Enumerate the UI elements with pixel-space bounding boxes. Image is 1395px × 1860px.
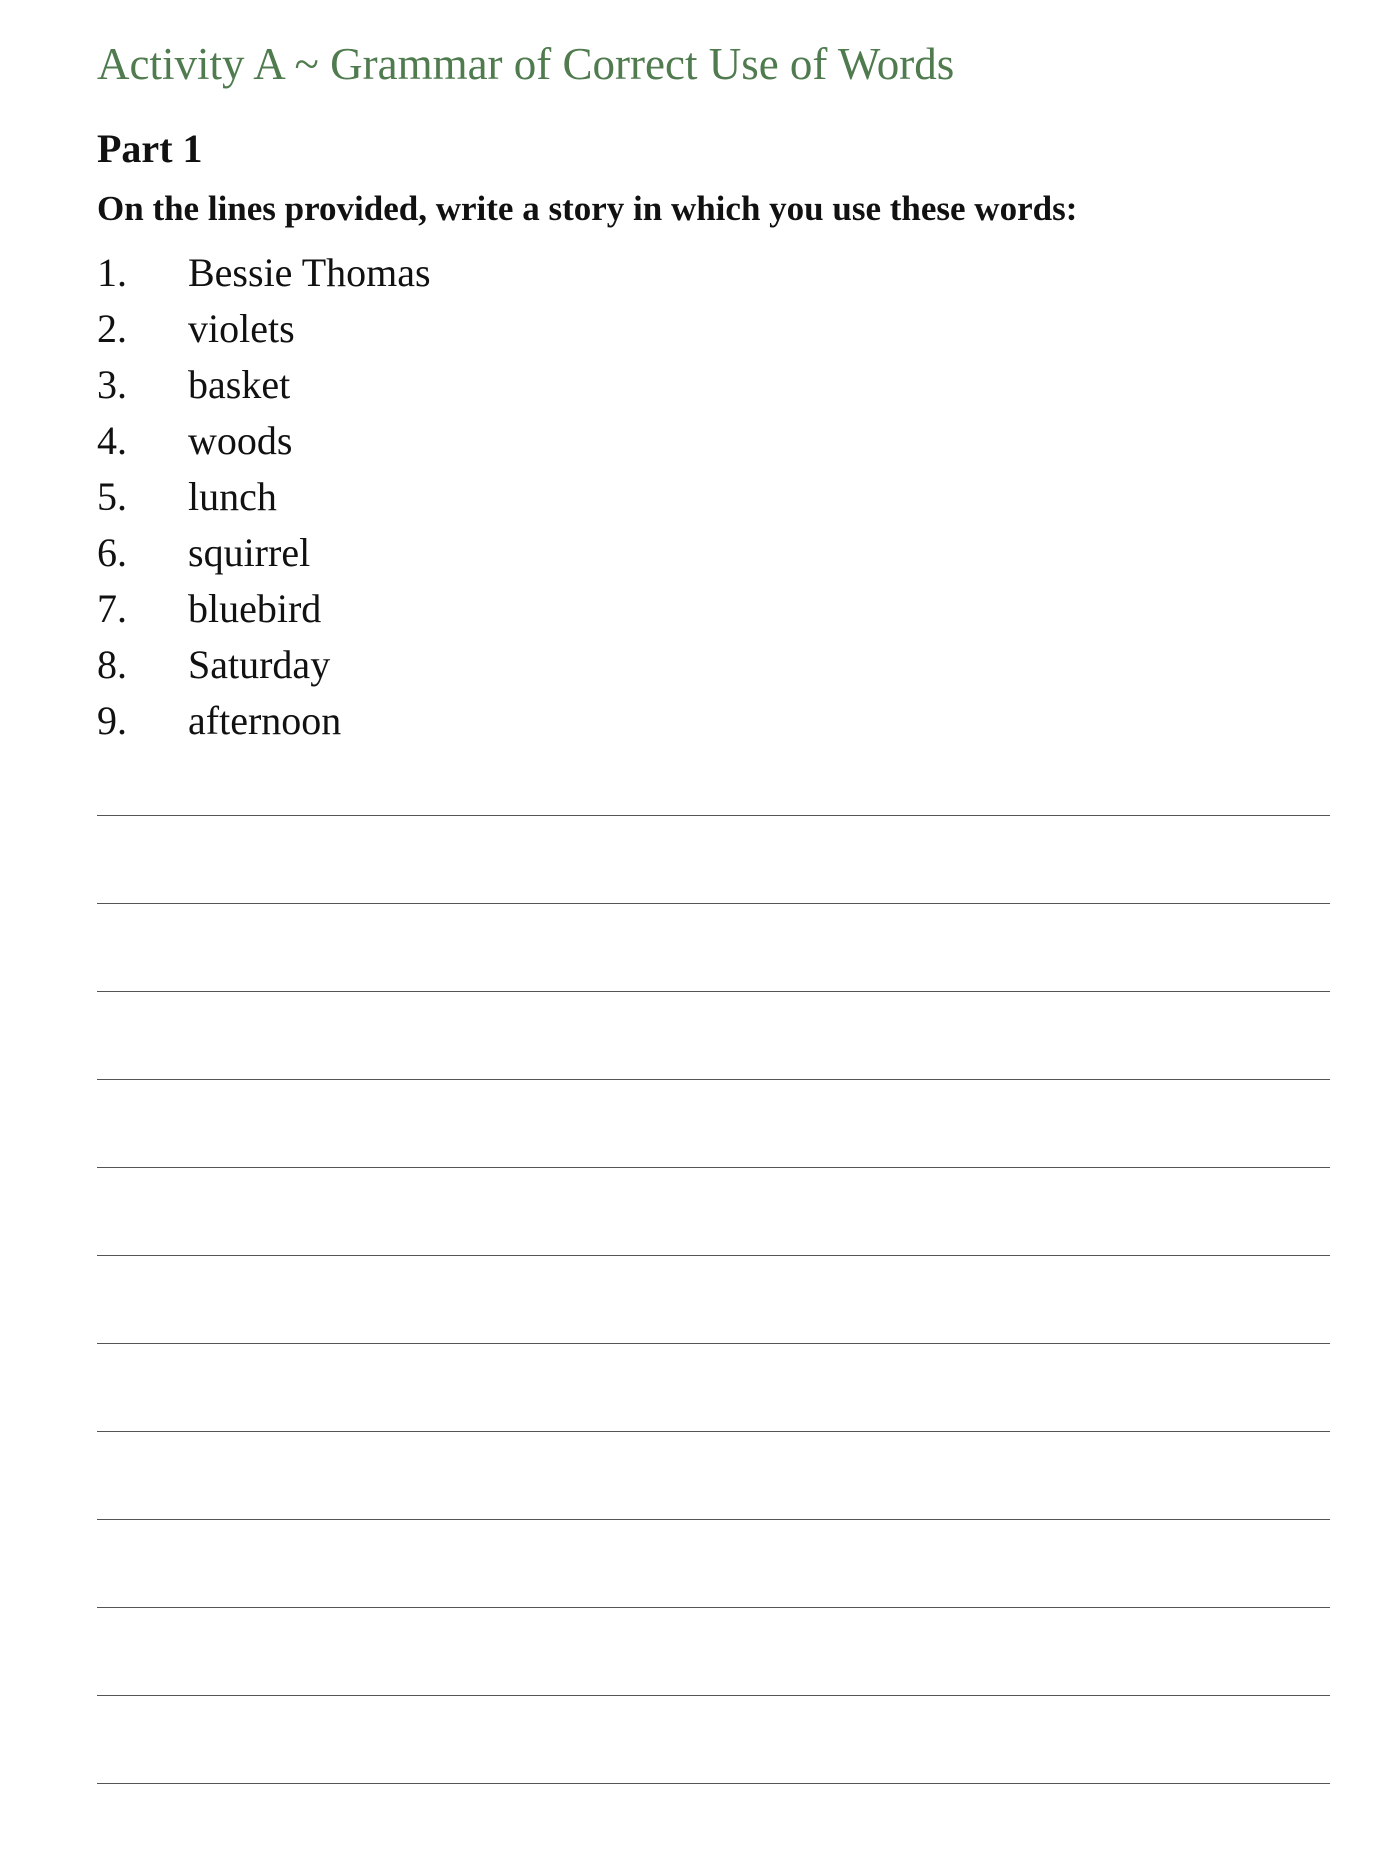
- word-number: 3.: [97, 362, 127, 407]
- writing-lines: [97, 0, 1330, 1860]
- word-text: bluebird: [188, 586, 322, 631]
- instructions: On the lines provided, write a story in which you use these words:: [97, 189, 1078, 228]
- writing-line: [97, 1607, 1330, 1608]
- word-number: 9.: [97, 698, 127, 743]
- word-text: Bessie Thomas: [188, 250, 431, 295]
- word-number: 7.: [97, 586, 127, 631]
- word-number: 8.: [97, 642, 127, 687]
- writing-line: [97, 1519, 1330, 1520]
- word-text: basket: [188, 362, 291, 407]
- word-number: 4.: [97, 418, 127, 463]
- activity-title: Activity A ~ Grammar of Correct Use of Words: [97, 39, 955, 89]
- writing-line: [97, 1255, 1330, 1256]
- word-number: 2.: [97, 306, 127, 351]
- writing-line: [97, 815, 1330, 816]
- word-number: 1.: [97, 250, 127, 295]
- word-text: squirrel: [188, 530, 311, 575]
- word-number: 5.: [97, 474, 127, 519]
- word-text: lunch: [188, 474, 277, 519]
- word-text: violets: [188, 306, 295, 351]
- writing-line: [97, 1167, 1330, 1168]
- writing-line: [97, 1343, 1330, 1344]
- writing-line: [97, 1783, 1330, 1784]
- word-number: 6.: [97, 530, 127, 575]
- word-text: afternoon: [188, 698, 342, 743]
- writing-line: [97, 903, 1330, 904]
- word-text: Saturday: [188, 642, 331, 687]
- writing-line: [97, 1079, 1330, 1080]
- word-text: woods: [188, 418, 293, 463]
- writing-line: [97, 1695, 1330, 1696]
- writing-line: [97, 991, 1330, 992]
- part-heading: Part 1: [97, 126, 203, 171]
- writing-line: [97, 1431, 1330, 1432]
